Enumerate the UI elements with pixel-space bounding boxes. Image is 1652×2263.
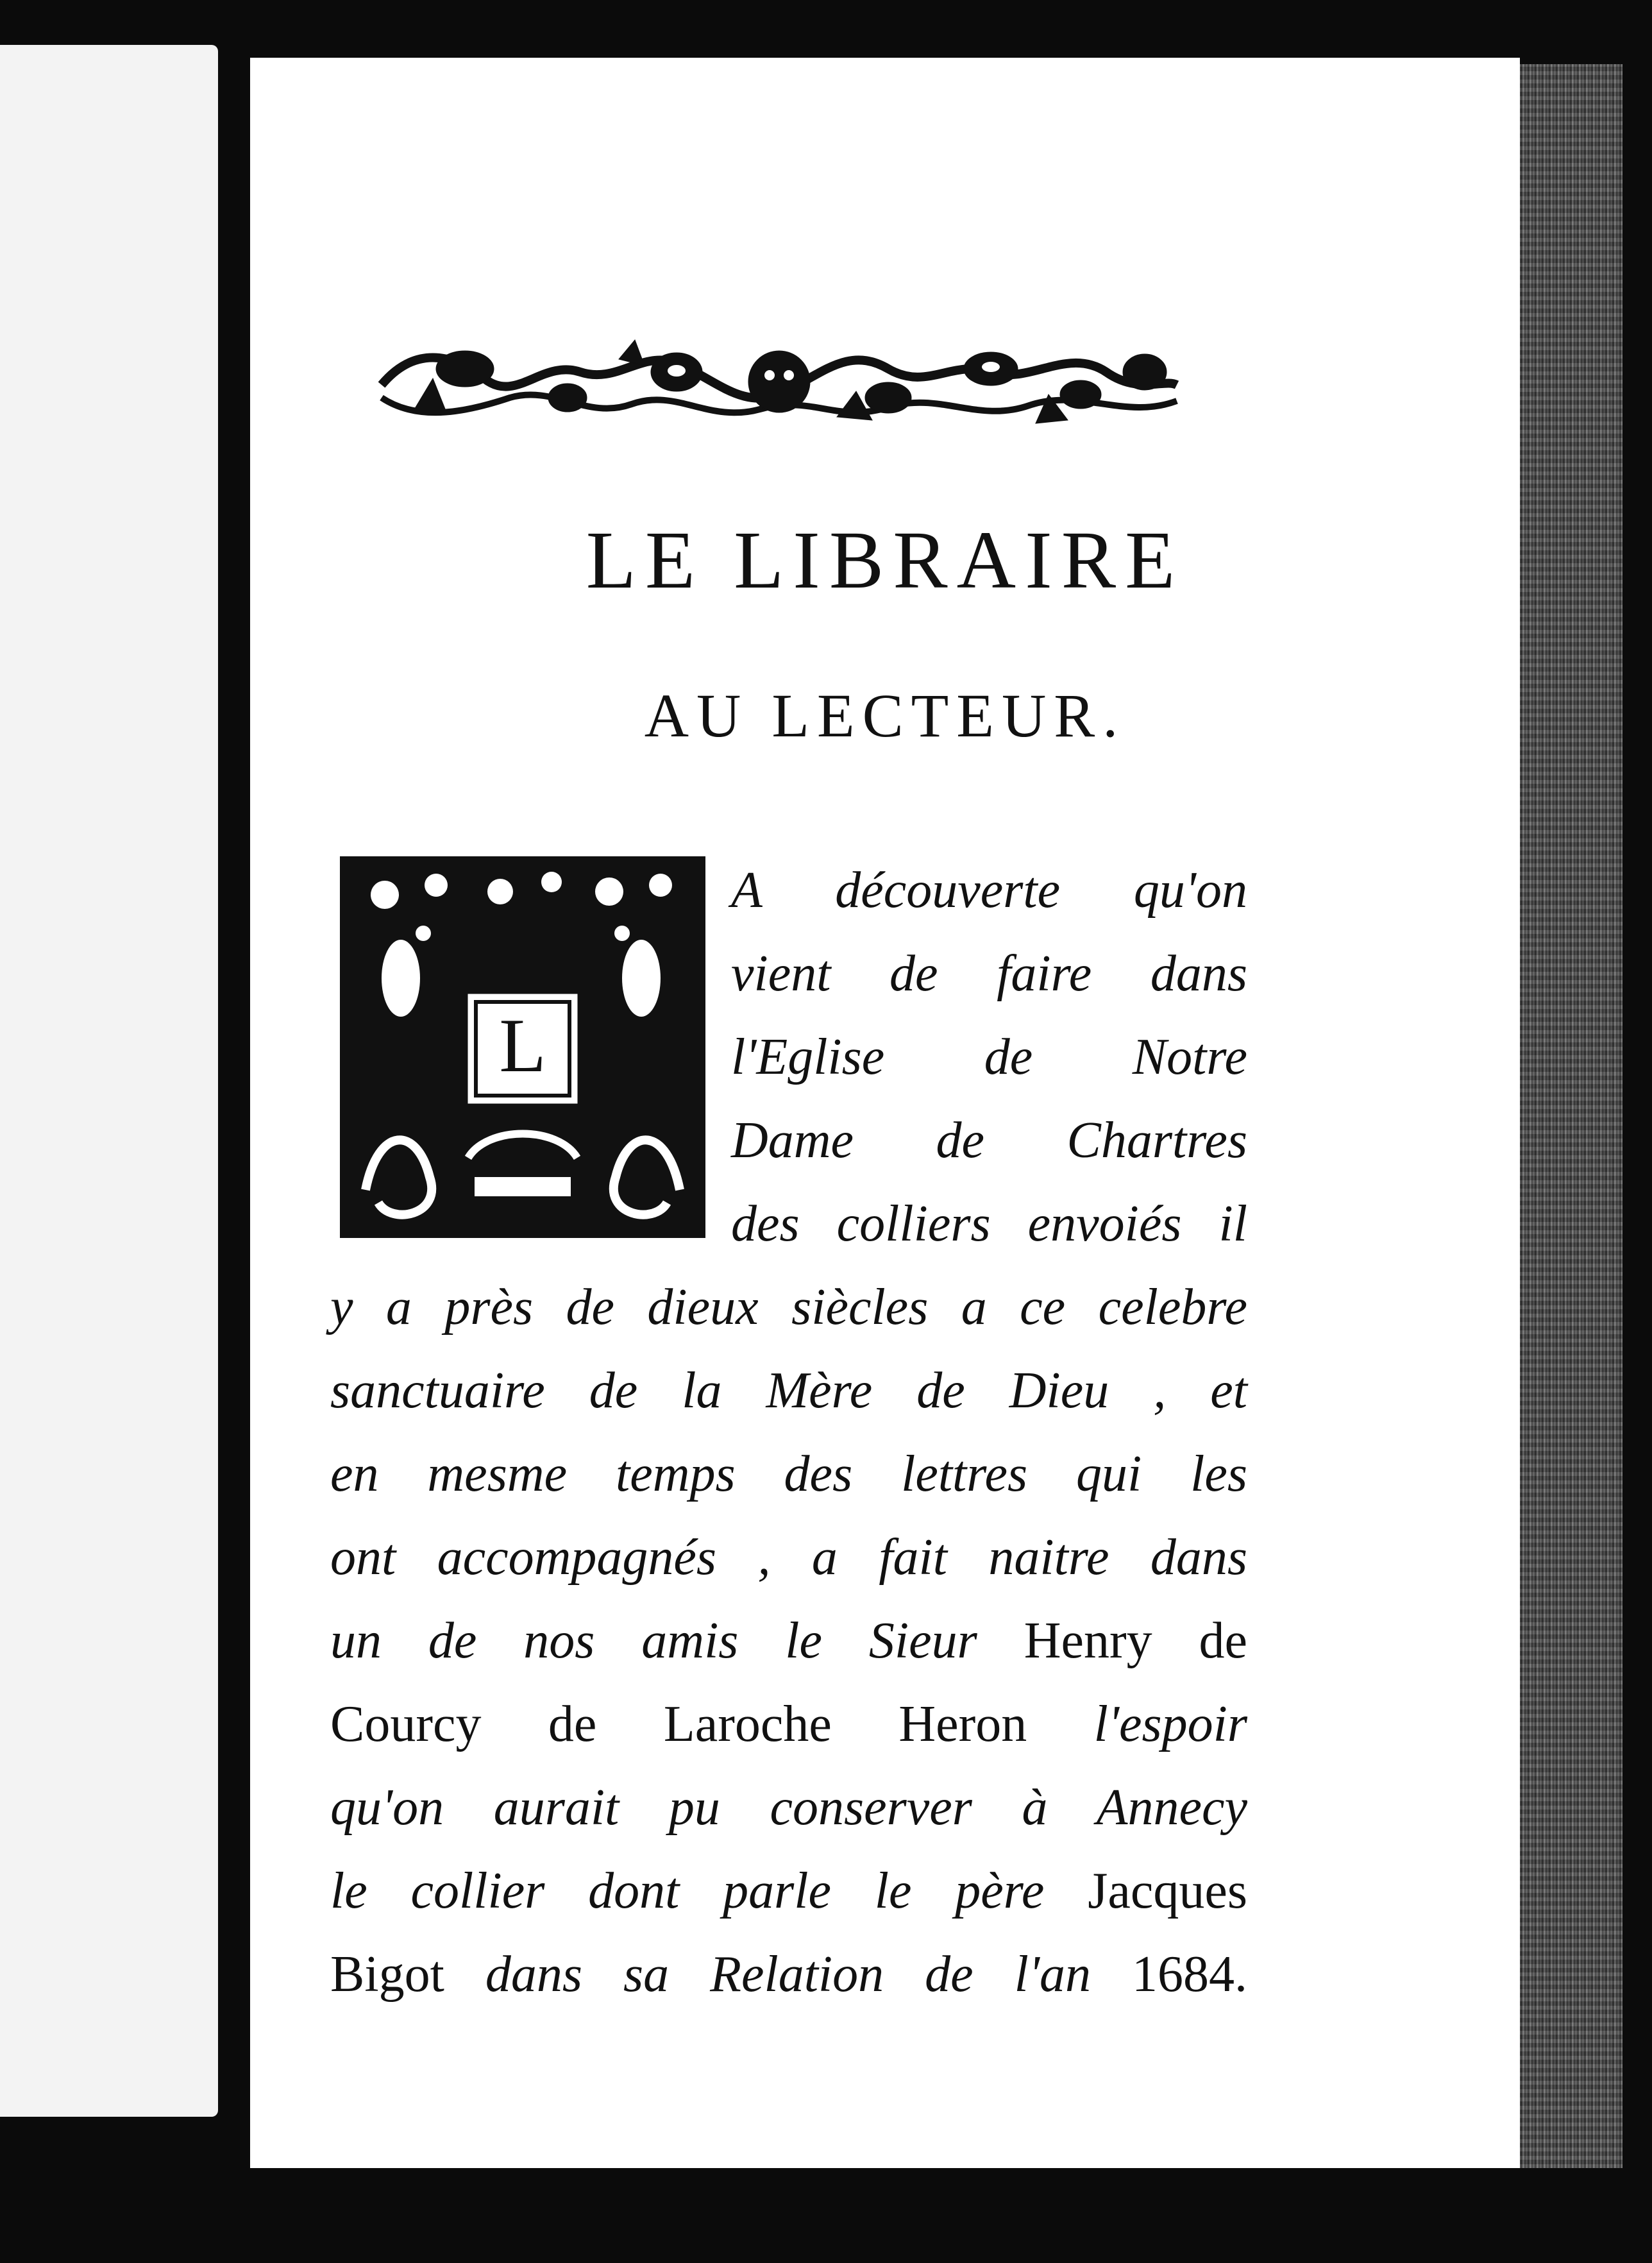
- facing-page: [0, 45, 218, 2117]
- text-line: [330, 1359, 1247, 1423]
- page-subtitle: AU LECTEUR.: [644, 681, 1126, 750]
- text-segment: 1684.: [1132, 1946, 1248, 2003]
- ornament-headpiece-icon: [375, 334, 1183, 436]
- page-edge: [1520, 64, 1622, 2168]
- text-segment: Henry de: [1024, 1613, 1248, 1669]
- text-segment: Courcy de Laroche Heron: [330, 1696, 1094, 1752]
- text-line: [330, 1942, 1247, 2006]
- text-segment: sanctuaire de la Mère de Dieu , et: [330, 1362, 1247, 1419]
- text-segment: ont accompagnés , a fait naitre dans: [330, 1529, 1247, 1586]
- text-line: [731, 858, 1247, 922]
- decorated-initial-icon: [340, 856, 705, 1238]
- text-line: [330, 1692, 1247, 1756]
- text-segment: le collier dont parle le père: [330, 1863, 1088, 1919]
- text-segment: Jacques: [1088, 1863, 1247, 1919]
- text-line: [731, 942, 1247, 1006]
- text-line: [330, 1776, 1247, 1840]
- text-segment: l'Eglise de Notre: [731, 1029, 1247, 1085]
- text-segment: y a près de dieux siècles a ce celebre: [330, 1279, 1247, 1335]
- text-segment: A découverte qu'on: [731, 862, 1247, 919]
- text-line: [330, 1442, 1247, 1506]
- text-line: [330, 1859, 1247, 1923]
- dropcap-letter: L: [499, 1003, 546, 1088]
- text-line: [330, 1525, 1247, 1589]
- text-line: [731, 1025, 1247, 1089]
- text-segment: qu'on aurait pu conserver à Annecy: [330, 1779, 1247, 1836]
- text-line: [330, 1609, 1247, 1673]
- text-line: [731, 1192, 1247, 1256]
- text-segment: dans sa Relation de l'an: [485, 1946, 1133, 2003]
- text-line: [330, 1275, 1247, 1339]
- page-title: LE LIBRAIRE: [586, 514, 1184, 606]
- text-segment: Dame de Chartres: [731, 1112, 1247, 1169]
- text-segment: l'espoir: [1093, 1696, 1247, 1752]
- text-segment: Bigot: [330, 1946, 485, 2003]
- text-segment: des colliers envoiés il: [731, 1196, 1247, 1252]
- text-segment: vient de faire dans: [731, 945, 1247, 1002]
- text-segment: un de nos amis le Sieur: [330, 1613, 1024, 1669]
- text-line: [731, 1108, 1247, 1173]
- text-segment: en mesme temps des lettres qui les: [330, 1446, 1247, 1502]
